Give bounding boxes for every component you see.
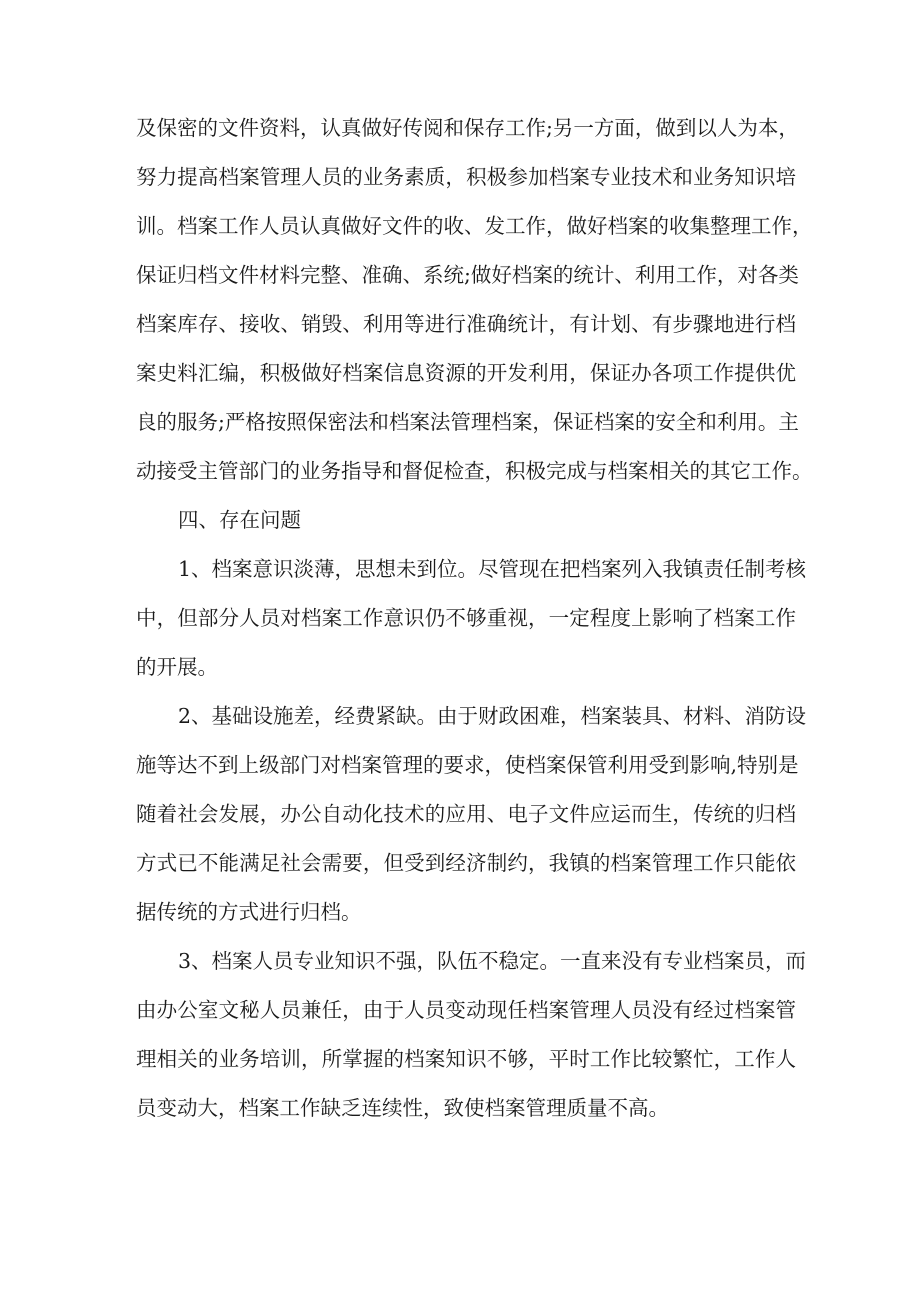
- text-line: 1、档案意识淡薄，思想未到位。尽管现在把档案列入我镇责任制考核: [178, 557, 807, 581]
- text-line: 的开展。: [136, 655, 218, 679]
- text-line: 员变动大，档案工作缺乏连续性，致使档案管理质量不高。: [136, 1096, 669, 1120]
- text-line: 随着社会发展，办公自动化技术的应用、电子文件应运而生，传统的归档: [136, 802, 796, 826]
- text-line: 方式已不能满足社会需要，但受到经济制约，我镇的档案管理工作只能依: [136, 851, 796, 875]
- text-line: 2、基础设施差，经费紧缺。由于财政困难，档案装具、材料、消防设: [178, 704, 807, 728]
- text-line: 及保密的文件资料，认真做好传阅和保存工作;另一方面，做到以人为本，: [136, 116, 799, 140]
- text-line: 案史料汇编，积极做好档案信息资源的开发利用，保证办各项工作提供优: [136, 361, 796, 385]
- text-line: 动接受主管部门的业务指导和督促检查，积极完成与档案相关的其它工作。: [136, 459, 813, 483]
- text-line: 努力提高档案管理人员的业务素质，积极参加档案专业技术和业务知识培: [136, 165, 796, 189]
- text-line: 据传统的方式进行归档。: [136, 900, 362, 924]
- text-line: 档案库存、接收、销毁、利用等进行准确统计，有计划、有步骤地进行档: [136, 312, 796, 336]
- text-line: 施等达不到上级部门对档案管理的要求，使档案保管利用受到影响,特别是: [136, 753, 799, 777]
- text-line: 3、档案人员专业知识不强，队伍不稳定。一直来没有专业档案员，而: [178, 949, 807, 973]
- text-line: 理相关的业务培训，所掌握的档案知识不够，平时工作比较繁忙，工作人: [136, 1047, 796, 1071]
- text-line: 训。档案工作人员认真做好文件的收、发工作，做好档案的收集整理工作，: [136, 214, 813, 238]
- text-line: 中，但部分人员对档案工作意识仍不够重视，一定程度上影响了档案工作: [136, 606, 796, 630]
- text-line: 由办公室文秘人员兼任，由于人员变动现任档案管理人员没有经过档案管: [136, 998, 796, 1022]
- text-line: 良的服务;严格按照保密法和档案法管理档案，保证档案的安全和利用。主: [136, 410, 799, 434]
- text-line: 保证归档文件材料完整、准确、系统;做好档案的统计、利用工作，对各类: [136, 263, 799, 287]
- section-heading: 四、存在问题: [178, 508, 301, 532]
